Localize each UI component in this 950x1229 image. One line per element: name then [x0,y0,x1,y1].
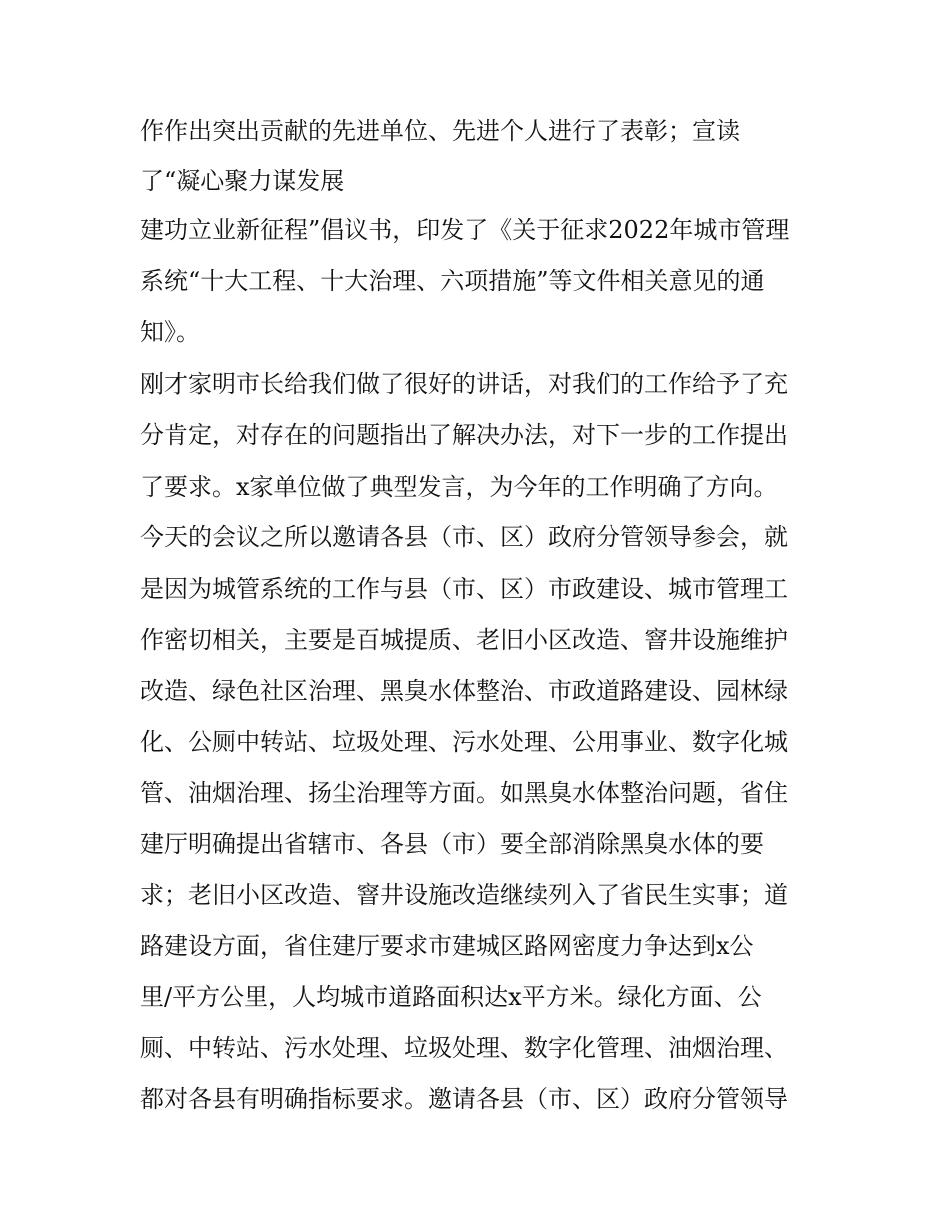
text-line: 作密切相关，主要是百城提质、老旧小区改造、窨井设施维护 [140,626,788,654]
text-line: 求；老旧小区改造、窨井设施改造继续列入了省民生实事；道 [140,881,788,909]
text-line: 管、油烟治理、扬尘治理等方面。如黑臭水体整治问题，省住 [140,779,788,807]
text-line: 了要求。x家单位做了典型发言，为今年的工作明确了方向。 [140,473,778,501]
text-line: 都对各县有明确指标要求。邀请各县（市、区）政府分管领导 [140,1085,788,1113]
text-line: 是因为城管系统的工作与县（市、区）市政建设、城市管理工 [140,575,788,603]
text-line: 厕、中转站、污水处理、垃圾处理、数字化管理、油烟治理、 [140,1034,788,1062]
text-line: 建功立业新征程”倡议书，印发了《关于征求2022年城市管理 [140,216,790,244]
text-line: 今天的会议之所以邀请各县（市、区）政府分管领导参会，就 [140,523,788,551]
text-line: 建厅明确提出省辖市、各县（市）要全部消除黑臭水体的要 [140,830,764,858]
text-line: 刚才家明市长给我们做了很好的讲话，对我们的工作给予了充 [140,370,788,398]
text-line: 改造、绿色社区治理、黑臭水体整治、市政道路建设、园林绿 [140,677,788,705]
text-line: 化、公厕中转站、垃圾处理、污水处理、公用事业、数字化城 [140,728,788,756]
text-line: 作作出突出贡献的先进单位、先进个人进行了表彰；宣读 [140,117,740,145]
text-line: 系统“十大工程、十大治理、六项措施”等文件相关意见的通 [140,267,765,295]
text-line: 了“凝心聚力谋发展 [140,167,345,195]
text-line: 里/平方公里，人均城市道路面积达x平方米。绿化方面、公 [140,983,762,1011]
text-line: 分肯定，对存在的问题指出了解决办法，对下一步的工作提出 [140,421,788,449]
text-line: 知》。 [140,318,200,346]
text-line: 路建设方面，省住建厅要求市建城区路网密度力争达到x公 [140,932,754,960]
